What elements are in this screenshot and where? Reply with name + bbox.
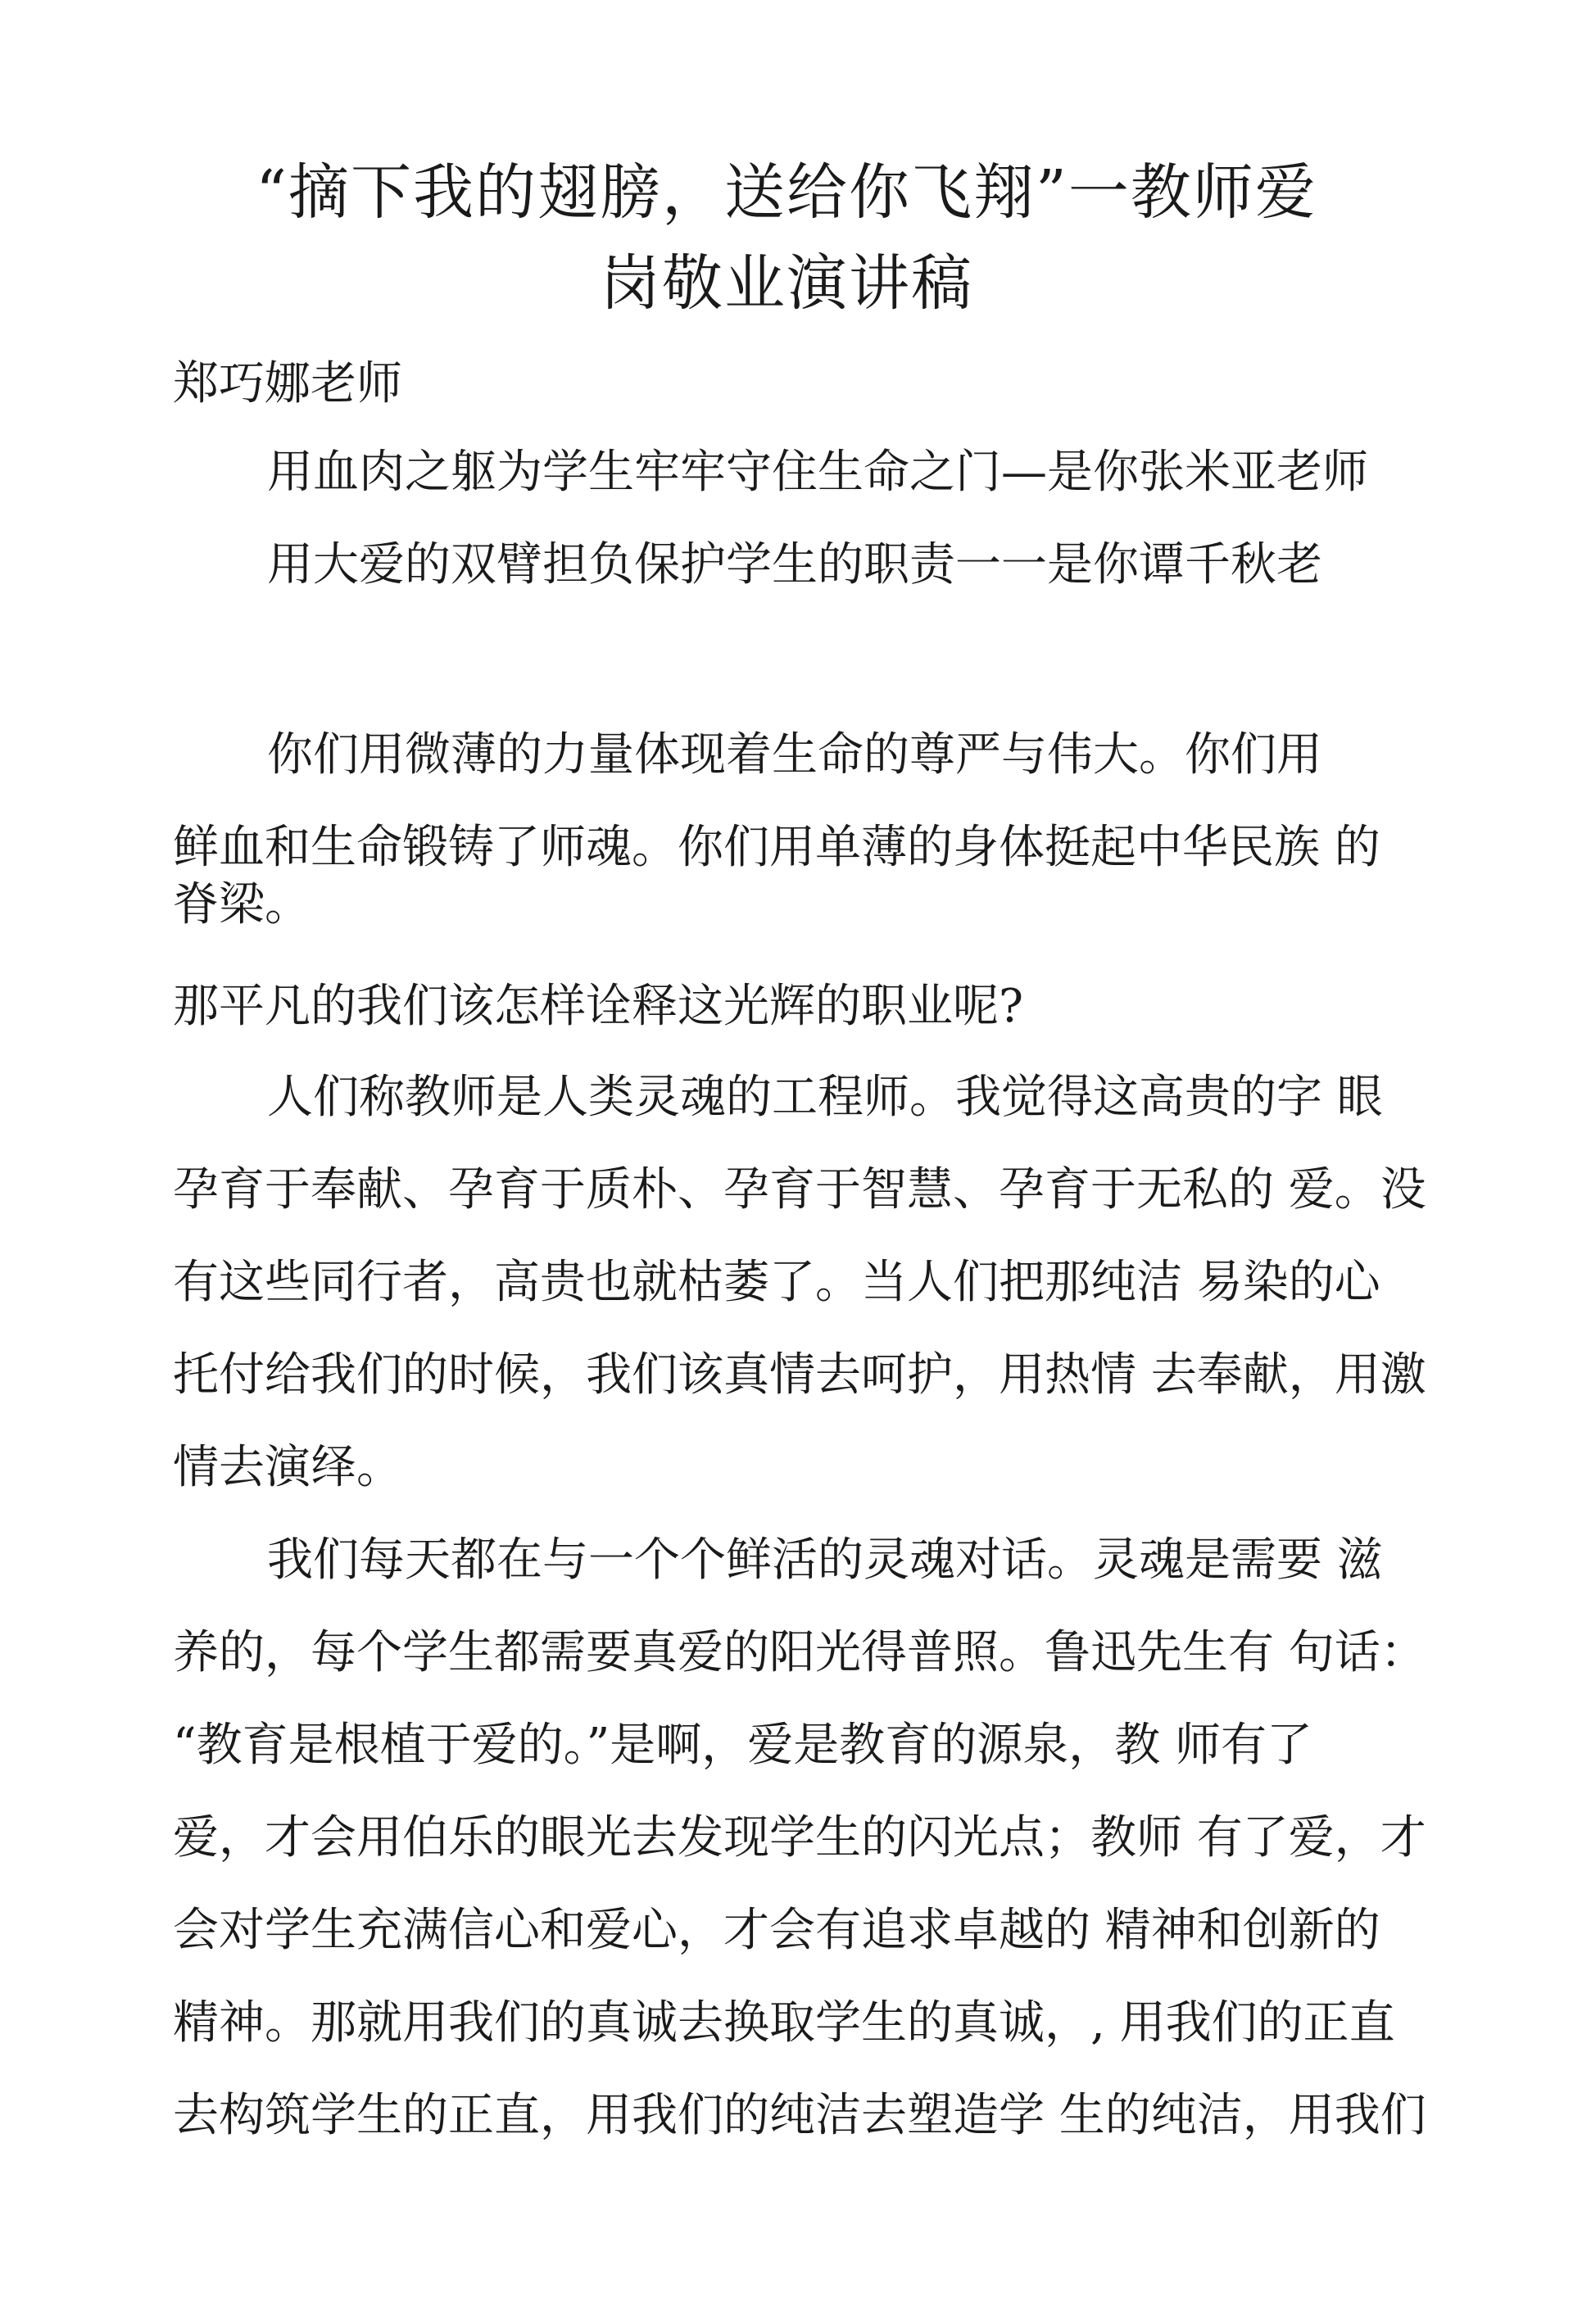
- body-line: “教育是根植于爱的。”是啊，爱是教育的源泉，教 师有了: [173, 1719, 1313, 1772]
- body-line: 有这些同行者，高贵也就枯萎了。当人们把那纯洁 易染的心: [173, 1256, 1380, 1309]
- body-line: 养的，每个学生都需要真爱的阳光得普照。鲁迅先生有 句话：: [173, 1626, 1426, 1679]
- document-title-line-2: 岗敬业演讲稿: [600, 248, 973, 319]
- body-line: 托付给我们的时候，我们该真情去呵护，用热情 去奉献，用激: [173, 1348, 1426, 1402]
- body-line: 人们称教师是人类灵魂的工程师。我觉得这高贵的字 眼: [267, 1071, 1383, 1124]
- body-line: 会对学生充满信心和爱心，才会有追求卓越的 精神和创新的: [173, 1904, 1380, 1957]
- body-line: 我们每天都在与一个个鲜活的灵魂对话。灵魂是需要 滋: [267, 1533, 1383, 1587]
- body-line: 爱，才会用伯乐的眼光去发现学生的闪光点；教师 有了爱，才: [173, 1811, 1426, 1864]
- body-line: 脊梁。: [173, 878, 311, 931]
- body-line: 去构筑学生的正直，用我们的纯洁去塑造学 生的纯洁，用我们: [173, 2089, 1426, 2142]
- body-line: 情去演绎。: [173, 1441, 402, 1494]
- body-line: 那平凡的我们该怎样诠释这光辉的职业呢?: [173, 980, 1024, 1033]
- body-line: 用大爱的双臂担负保护学生的职责一一是你谭千秋老: [267, 538, 1322, 591]
- body-line: 精神。那就用我们的真诚去换取学生的真诚，, 用我们的正直: [173, 1996, 1395, 2050]
- body-line: 孕育于奉献、孕育于质朴、孕育于智慧、孕育于无私的 爱。没: [173, 1163, 1426, 1216]
- document-title-line-1: “摘下我的翅膀，送给你飞翔”一教师爱: [256, 157, 1317, 228]
- body-line: 用血肉之躯为学生牢牢守住生命之门—是你张米亚老师: [267, 446, 1368, 499]
- author-name: 郑巧娜老师: [173, 357, 402, 410]
- body-line: 你们用微薄的力量体现着生命的尊严与伟大。你们用: [267, 728, 1322, 781]
- body-line: 鲜血和生命锻铸了师魂。你们用单薄的身体挺起中华民族 的: [173, 821, 1380, 874]
